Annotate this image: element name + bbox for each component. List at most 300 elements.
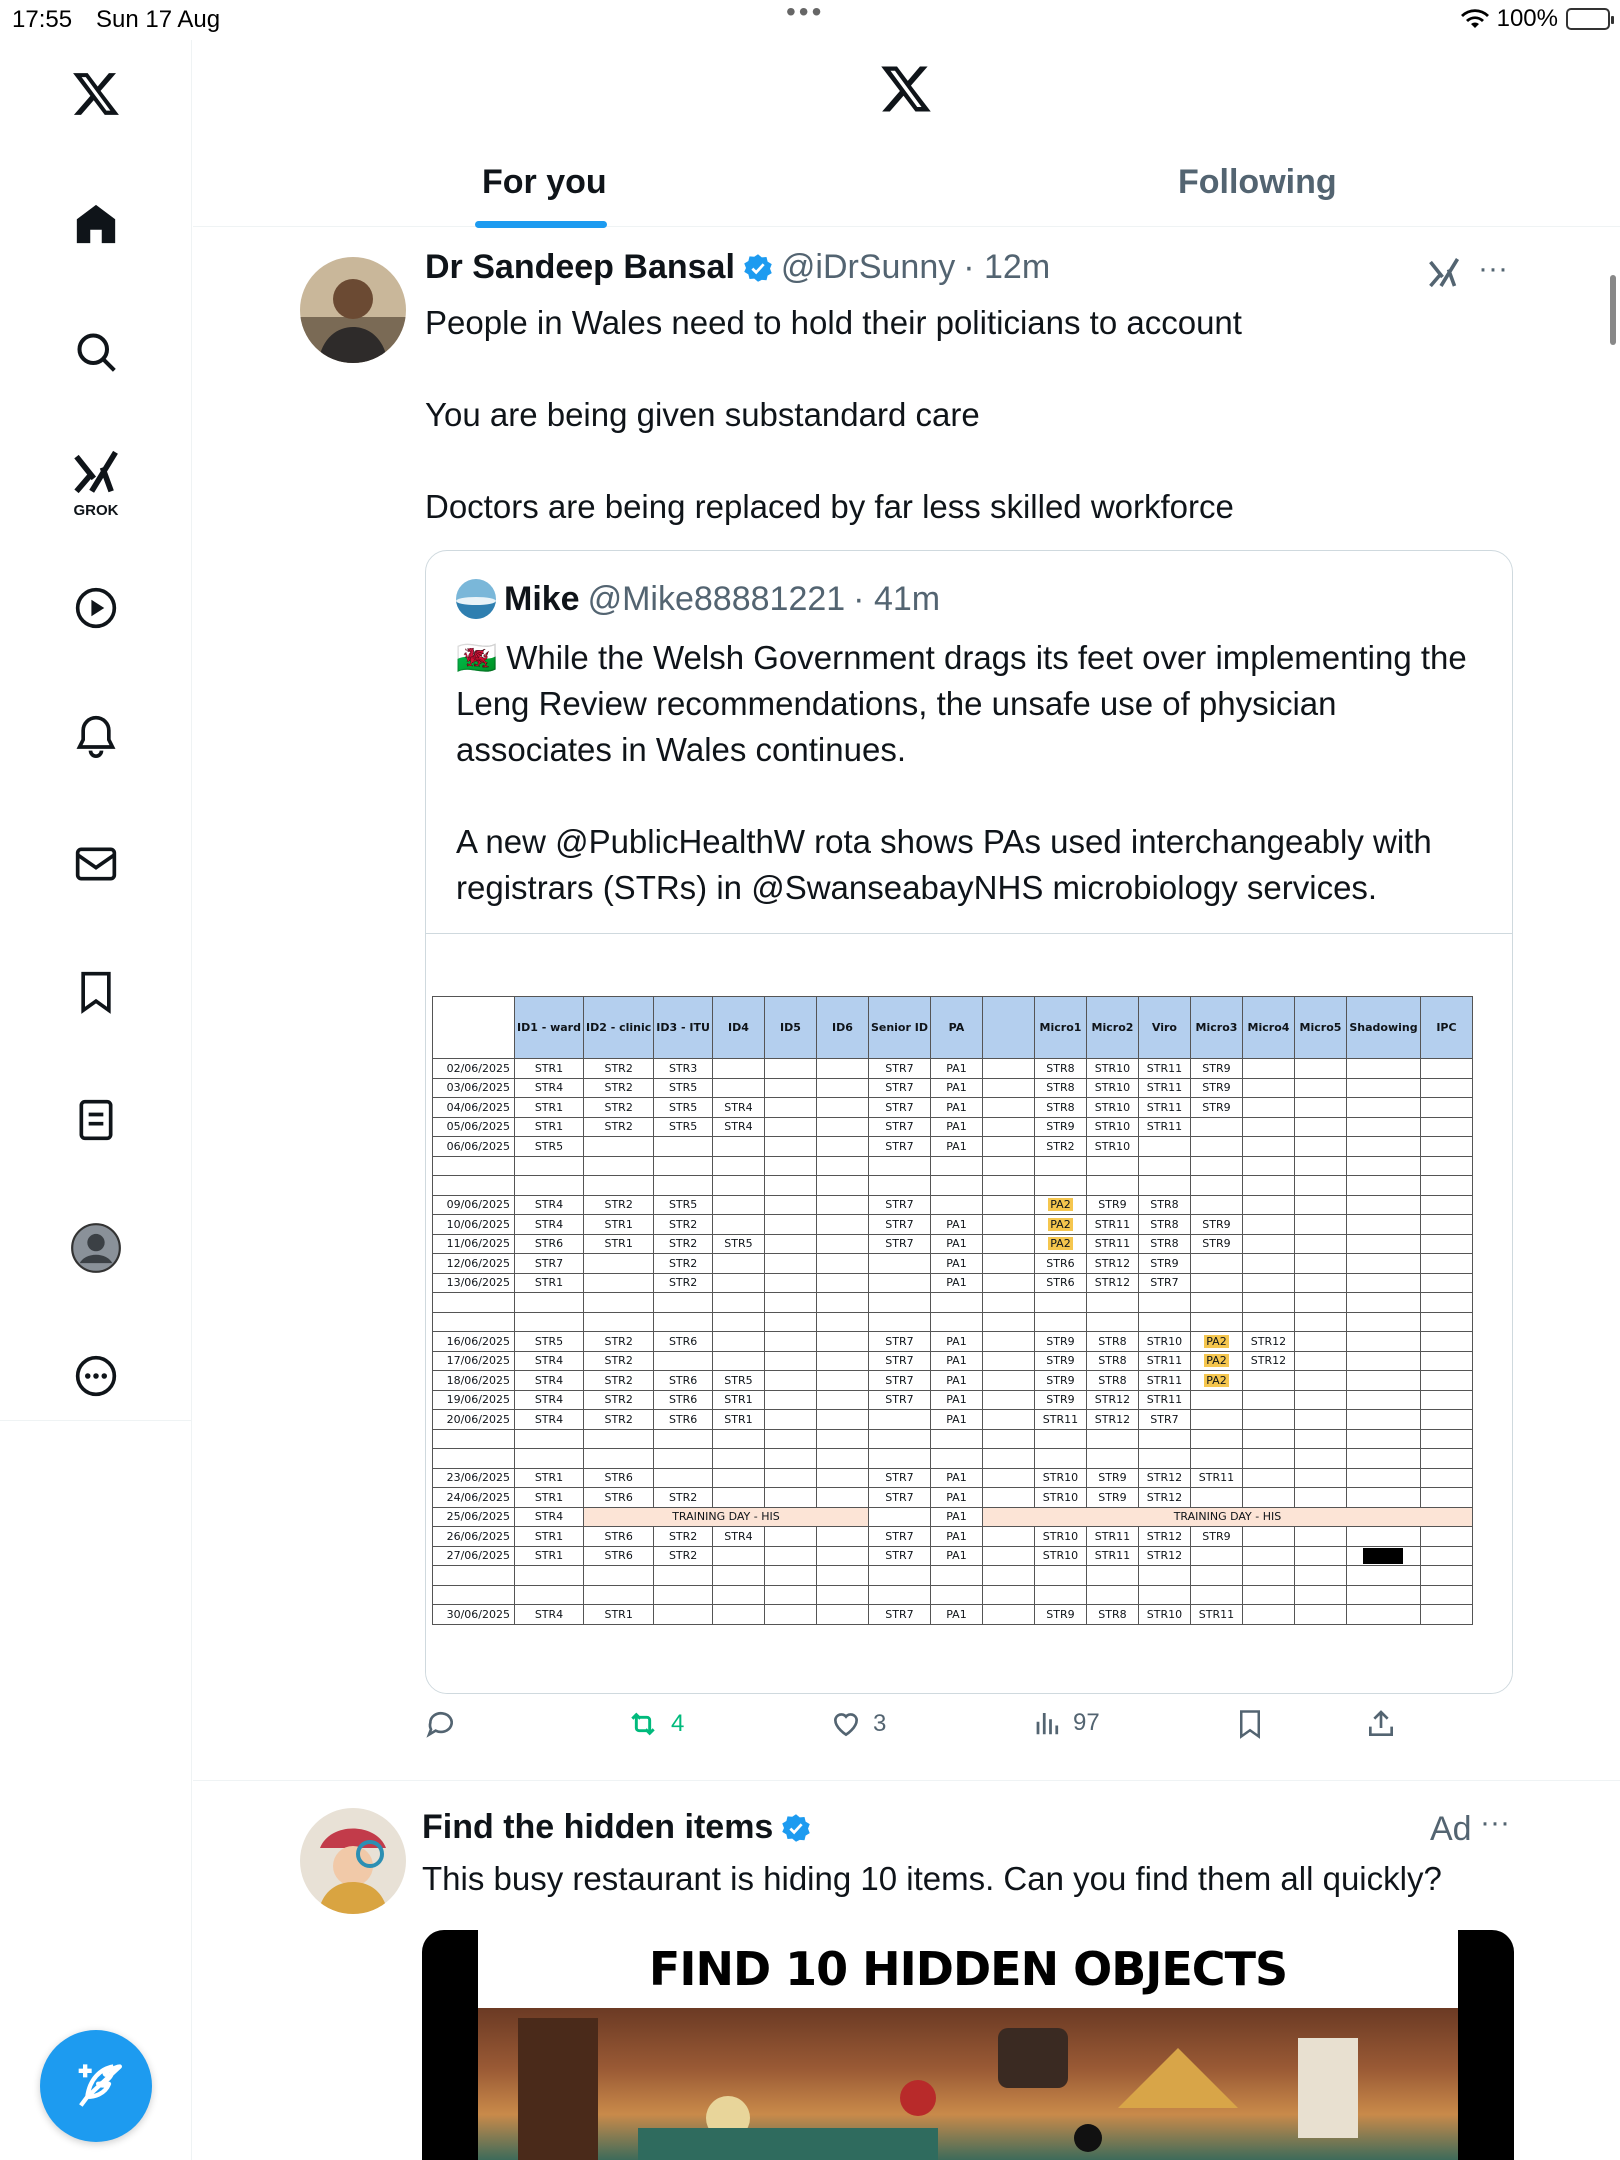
rota-cell <box>1190 1117 1242 1137</box>
rota-cell <box>584 1429 654 1449</box>
home-icon[interactable] <box>62 190 130 258</box>
rota-cell: STR12 <box>1086 1254 1138 1274</box>
rota-cell <box>584 1273 654 1293</box>
rota-cell: STR10 <box>1086 1117 1138 1137</box>
rota-cell: PA1 <box>930 1546 982 1566</box>
multitasking-dots-icon[interactable]: ••• <box>786 0 825 27</box>
rota-cell <box>1294 1585 1346 1605</box>
rota-cell <box>654 1605 713 1625</box>
rota-cell: PA1 <box>930 1332 982 1352</box>
rota-cell: STR11 <box>1034 1410 1086 1430</box>
rota-cell <box>1190 1546 1242 1566</box>
rota-cell <box>654 1156 713 1176</box>
rota-cell: STR6 <box>584 1527 654 1547</box>
rota-cell: STR10 <box>1086 1078 1138 1098</box>
rota-cell: STR8 <box>1086 1351 1138 1371</box>
rota-cell <box>1294 1156 1346 1176</box>
rota-cell <box>1242 1176 1294 1196</box>
rota-cell <box>930 1195 982 1215</box>
rota-cell: STR7 <box>868 1351 930 1371</box>
rota-cell <box>982 1488 1034 1508</box>
rota-cell: STR6 <box>654 1371 713 1391</box>
rota-cell: STR2 <box>584 1195 654 1215</box>
rota-header-cell: IPC <box>1420 997 1472 1059</box>
rota-cell <box>1346 1117 1420 1137</box>
notifications-icon[interactable] <box>62 702 130 770</box>
rota-cell <box>1420 1195 1472 1215</box>
rota-cell: STR4 <box>515 1351 584 1371</box>
rota-row <box>433 1156 1473 1176</box>
rota-header-cell: ID4 <box>712 997 764 1059</box>
post-author-name[interactable]: Dr Sandeep Bansal <box>425 248 735 286</box>
rota-row <box>433 1546 1473 1566</box>
repost-button[interactable] <box>625 1708 684 1740</box>
post-line: You are being given substandard care <box>425 396 980 433</box>
rota-cell <box>654 1585 713 1605</box>
messages-icon[interactable] <box>62 830 130 898</box>
rota-cell: STR2 <box>654 1273 713 1293</box>
rota-cell: STR7 <box>868 1234 930 1254</box>
rota-cell <box>1138 1176 1190 1196</box>
post-more-icon[interactable]: ··· <box>1478 252 1508 285</box>
rota-cell: STR9 <box>1190 1059 1242 1079</box>
rota-cell <box>1086 1429 1138 1449</box>
rota-cell: STR6 <box>515 1234 584 1254</box>
rota-cell: STR6 <box>654 1390 713 1410</box>
rota-cell: STR11 <box>1190 1468 1242 1488</box>
rota-header-cell <box>433 997 515 1059</box>
rota-cell <box>654 1293 713 1313</box>
rota-cell <box>764 1332 816 1352</box>
rota-cell: 05/06/2025 <box>433 1117 515 1137</box>
rota-cell <box>1086 1449 1138 1469</box>
rota-header-cell: Micro5 <box>1294 997 1346 1059</box>
rota-cell <box>584 1254 654 1274</box>
grok-icon[interactable] <box>62 428 130 538</box>
rota-cell <box>1086 1293 1138 1313</box>
rota-cell <box>764 1351 816 1371</box>
rota-cell: STR7 <box>868 1605 930 1625</box>
rota-cell <box>1242 1585 1294 1605</box>
rota-cell: STR7 <box>868 1332 930 1352</box>
rota-cell: 16/06/2025 <box>433 1332 515 1352</box>
rota-cell: STR6 <box>1034 1254 1086 1274</box>
rota-cell <box>982 1254 1034 1274</box>
rota-row <box>433 1449 1473 1469</box>
rota-cell <box>1346 1176 1420 1196</box>
rota-cell: STR7 <box>868 1078 930 1098</box>
quote-author-avatar <box>456 579 496 619</box>
highlighted-pa-label: PA2 <box>1206 1373 1227 1387</box>
rota-cell: STR10 <box>1034 1527 1086 1547</box>
rota-cell <box>1346 1234 1420 1254</box>
rota-cell: STR8 <box>1086 1605 1138 1625</box>
rota-cell <box>764 1117 816 1137</box>
rota-cell: STR8 <box>1034 1078 1086 1098</box>
rota-cell <box>982 1351 1034 1371</box>
rota-cell <box>868 1176 930 1196</box>
rota-cell <box>1294 1332 1346 1352</box>
ad-avatar[interactable] <box>300 1808 406 1914</box>
rota-cell <box>764 1078 816 1098</box>
rota-cell <box>1138 1566 1190 1586</box>
rota-header-cell <box>982 997 1034 1059</box>
rota-cell <box>515 1449 584 1469</box>
repost-icon <box>625 1708 661 1740</box>
rota-cell <box>982 1117 1034 1137</box>
share-button[interactable] <box>1365 1708 1397 1740</box>
rota-cell <box>982 1156 1034 1176</box>
rota-cell: STR10 <box>1086 1098 1138 1118</box>
rota-cell <box>1138 1429 1190 1449</box>
rota-cell <box>1346 1312 1420 1332</box>
rota-cell: PA1 <box>930 1371 982 1391</box>
rota-cell: STR11 <box>1138 1117 1190 1137</box>
rota-cell: STR5 <box>515 1332 584 1352</box>
rota-cell: 10/06/2025 <box>433 1215 515 1235</box>
rota-cell <box>982 1546 1034 1566</box>
rota-cell <box>982 1195 1034 1215</box>
rota-cell <box>1242 1293 1294 1313</box>
rota-cell: PA1 <box>930 1234 982 1254</box>
rota-cell: STR4 <box>712 1098 764 1118</box>
rota-cell <box>1294 1566 1346 1586</box>
rota-cell: STR12 <box>1086 1410 1138 1430</box>
rota-cell <box>1086 1176 1138 1196</box>
rota-cell: STR2 <box>654 1488 713 1508</box>
rota-row <box>433 1234 1473 1254</box>
rota-cell <box>1346 1449 1420 1469</box>
video-icon[interactable] <box>62 574 130 642</box>
rota-cell: STR6 <box>1034 1273 1086 1293</box>
rota-cell <box>712 1488 764 1508</box>
rota-cell: STR2 <box>584 1117 654 1137</box>
rota-cell: STR9 <box>1138 1254 1190 1274</box>
rota-cell <box>1420 1078 1472 1098</box>
rota-cell <box>584 1585 654 1605</box>
rota-row <box>433 1098 1473 1118</box>
rota-cell: STR8 <box>1138 1195 1190 1215</box>
rota-cell: STR11 <box>1190 1605 1242 1625</box>
rota-cell: STR9 <box>1086 1468 1138 1488</box>
rota-cell: STR10 <box>1034 1488 1086 1508</box>
tab-following[interactable]: Following <box>1178 163 1337 201</box>
rota-header-row <box>433 997 1473 1059</box>
tab-for-you[interactable]: For you <box>482 163 607 201</box>
rota-cell <box>1346 1410 1420 1430</box>
rota-cell: 12/06/2025 <box>433 1254 515 1274</box>
rota-cell: STR10 <box>1034 1546 1086 1566</box>
rota-cell: STR1 <box>712 1390 764 1410</box>
quote-author-name: Mike <box>504 579 580 618</box>
rota-cell: STR9 <box>1034 1371 1086 1391</box>
reply-button[interactable] <box>425 1708 457 1740</box>
rota-cell: STR2 <box>584 1410 654 1430</box>
rota-cell <box>982 1605 1034 1625</box>
rota-header-cell: Micro1 <box>1034 997 1086 1059</box>
rota-cell: PA1 <box>930 1605 982 1625</box>
compose-post-button[interactable] <box>40 2030 152 2142</box>
rota-header-cell: ID1 - ward <box>515 997 584 1059</box>
rota-row <box>433 1332 1473 1352</box>
rota-cell: STR7 <box>868 1390 930 1410</box>
rota-cell <box>1346 1585 1420 1605</box>
rota-cell <box>982 1410 1034 1430</box>
rota-cell <box>1346 1527 1420 1547</box>
rota-cell <box>584 1312 654 1332</box>
rota-cell <box>764 1527 816 1547</box>
rota-cell: STR11 <box>1138 1078 1190 1098</box>
bookmarks-icon[interactable] <box>62 958 130 1026</box>
rota-cell: STR10 <box>1034 1468 1086 1488</box>
rota-header-cell: ID5 <box>764 997 816 1059</box>
rota-row <box>433 1351 1473 1371</box>
rota-cell <box>930 1312 982 1332</box>
rota-cell: 18/06/2025 <box>433 1371 515 1391</box>
rota-cell: STR11 <box>1138 1371 1190 1391</box>
quote-body <box>456 635 1486 911</box>
post-line <box>425 346 1385 392</box>
rota-cell <box>712 1293 764 1313</box>
rota-cell <box>816 1312 868 1332</box>
post-body <box>425 300 1385 530</box>
rota-cell <box>1242 1312 1294 1332</box>
rota-cell: STR7 <box>868 1546 930 1566</box>
post-divider <box>193 1780 1620 1781</box>
rota-cell <box>584 1566 654 1586</box>
rota-cell <box>1242 1566 1294 1586</box>
rota-cell <box>1346 1429 1420 1449</box>
rota-cell <box>712 1429 764 1449</box>
rota-cell <box>764 1546 816 1566</box>
rota-cell <box>764 1566 816 1586</box>
like-button[interactable] <box>829 1708 886 1740</box>
rota-cell <box>930 1293 982 1313</box>
rota-cell <box>584 1449 654 1469</box>
x-logo-icon[interactable] <box>62 60 130 128</box>
rota-row <box>433 1059 1473 1079</box>
rota-cell <box>1034 1429 1086 1449</box>
rota-cell <box>982 1098 1034 1118</box>
rota-cell <box>764 1585 816 1605</box>
rota-cell <box>1190 1312 1242 1332</box>
rota-cell <box>1346 1566 1420 1586</box>
rota-cell <box>816 1293 868 1313</box>
status-date: Sun 17 Aug <box>96 6 221 33</box>
like-count: 3 <box>873 1710 887 1737</box>
rota-header-cell: ID2 - clinic <box>584 997 654 1059</box>
profile-icon[interactable] <box>62 1214 130 1282</box>
rota-cell <box>764 1468 816 1488</box>
rota-cell <box>764 1098 816 1118</box>
rota-cell <box>712 1176 764 1196</box>
post-line: Doctors are being replaced by far less skilled workforce <box>425 488 1234 525</box>
rota-cell: STR7 <box>868 1117 930 1137</box>
rota-cell <box>712 1468 764 1488</box>
rota-cell: 23/06/2025 <box>433 1468 515 1488</box>
rota-image[interactable] <box>426 933 1513 1694</box>
rota-cell <box>930 1156 982 1176</box>
rota-cell <box>868 1312 930 1332</box>
search-icon[interactable] <box>62 318 130 386</box>
rota-cell <box>1242 1371 1294 1391</box>
ad-author-name[interactable]: Find the hidden items <box>422 1808 774 1846</box>
rota-cell <box>1346 1293 1420 1313</box>
rota-cell: STR6 <box>584 1488 654 1508</box>
rota-cell <box>764 1234 816 1254</box>
rota-cell <box>1346 1215 1420 1235</box>
rota-cell <box>1190 1488 1242 1508</box>
rota-cell: 13/06/2025 <box>433 1273 515 1293</box>
rota-cell <box>1190 1351 1242 1371</box>
rota-cell <box>1190 1293 1242 1313</box>
scrollbar[interactable] <box>1610 275 1616 345</box>
rota-cell: STR11 <box>1138 1059 1190 1079</box>
rota-cell: 27/06/2025 <box>433 1546 515 1566</box>
rota-cell: STR4 <box>515 1507 584 1527</box>
rota-cell <box>1138 1585 1190 1605</box>
author-avatar[interactable] <box>300 257 406 363</box>
rota-cell <box>816 1605 868 1625</box>
rota-cell: STR2 <box>584 1059 654 1079</box>
post-time[interactable]: · 12m <box>963 248 1051 286</box>
ad-more-icon[interactable]: ··· <box>1480 1806 1510 1839</box>
rota-cell: STR8 <box>1034 1098 1086 1118</box>
status-bar <box>0 0 1620 40</box>
status-time: 17:55 <box>12 6 73 33</box>
rota-cell <box>816 1078 868 1098</box>
rota-cell: STR5 <box>712 1371 764 1391</box>
rota-cell <box>1294 1312 1346 1332</box>
rota-cell <box>1138 1156 1190 1176</box>
rota-cell <box>712 1195 764 1215</box>
battery-icon <box>1566 8 1610 30</box>
rota-cell: STR12 <box>1138 1527 1190 1547</box>
rota-cell: STR1 <box>515 1546 584 1566</box>
quote-line <box>456 773 1486 819</box>
rota-cell <box>1138 1449 1190 1469</box>
rota-cell: STR4 <box>515 1410 584 1430</box>
rota-cell <box>764 1429 816 1449</box>
rota-cell <box>584 1293 654 1313</box>
rota-cell: STR2 <box>584 1390 654 1410</box>
bookmark-button[interactable] <box>1235 1708 1265 1740</box>
rota-cell: STR7 <box>868 1137 930 1157</box>
post-handle[interactable]: @iDrSunny <box>780 248 956 286</box>
rota-cell <box>868 1410 930 1430</box>
highlighted-pa-label: PA2 <box>1206 1334 1227 1348</box>
rota-header-cell: Senior ID <box>868 997 930 1059</box>
rota-cell: STR4 <box>515 1078 584 1098</box>
rota-cell: STR11 <box>1086 1546 1138 1566</box>
rota-row <box>433 1312 1473 1332</box>
rota-cell: 19/06/2025 <box>433 1390 515 1410</box>
rota-cell: STR9 <box>1086 1195 1138 1215</box>
rota-cell <box>1420 1234 1472 1254</box>
rota-cell <box>982 1429 1034 1449</box>
rota-cell <box>1294 1371 1346 1391</box>
quoted-post[interactable] <box>425 550 1513 1694</box>
rota-cell <box>1346 1332 1420 1352</box>
ad-media[interactable] <box>422 1930 1514 2160</box>
rota-cell <box>1190 1410 1242 1430</box>
rota-cell <box>982 1273 1034 1293</box>
rota-cell <box>1242 1605 1294 1625</box>
rota-cell <box>816 1390 868 1410</box>
rota-cell <box>1294 1176 1346 1196</box>
rota-cell: STR12 <box>1242 1332 1294 1352</box>
rota-cell: PA1 <box>930 1117 982 1137</box>
rota-cell <box>1294 1488 1346 1508</box>
rota-cell <box>868 1507 930 1527</box>
rota-cell: PA1 <box>930 1254 982 1274</box>
rota-cell: STR4 <box>712 1527 764 1547</box>
more-icon[interactable] <box>62 1342 130 1410</box>
rota-row <box>433 1215 1473 1235</box>
rota-cell: STR5 <box>654 1098 713 1118</box>
rota-cell <box>868 1293 930 1313</box>
rota-cell <box>1190 1156 1242 1176</box>
rota-cell <box>764 1449 816 1469</box>
rota-cell: STR2 <box>1034 1137 1086 1157</box>
rota-cell <box>816 1585 868 1605</box>
quote-handle: @Mike88881221 <box>587 579 846 618</box>
rota-cell <box>764 1215 816 1235</box>
post-header <box>425 248 1050 287</box>
rota-cell <box>1086 1566 1138 1586</box>
rota-cell <box>1294 1117 1346 1137</box>
reply-icon <box>425 1708 457 1740</box>
rota-cell <box>433 1566 515 1586</box>
rota-cell: STR9 <box>1190 1234 1242 1254</box>
rota-cell <box>1190 1254 1242 1274</box>
highlighted-pa-label: PA2 <box>1050 1198 1071 1212</box>
rota-cell: PA1 <box>930 1488 982 1508</box>
rota-cell <box>1086 1156 1138 1176</box>
rota-cell <box>433 1585 515 1605</box>
rota-cell <box>816 1195 868 1215</box>
rota-cell <box>584 1176 654 1196</box>
highlighted-pa-label: PA2 <box>1206 1354 1227 1368</box>
rota-cell <box>982 1390 1034 1410</box>
rota-cell <box>1294 1234 1346 1254</box>
rota-cell: STR7 <box>868 1371 930 1391</box>
rota-cell <box>982 1078 1034 1098</box>
rota-cell <box>1420 1605 1472 1625</box>
quote-line: A new @PublicHealthW rota shows PAs used interchangeably with registrars (STRs) in @SwanseabayNHS microbiology services. <box>456 823 1432 906</box>
rota-cell <box>816 1371 868 1391</box>
rota-cell <box>1138 1293 1190 1313</box>
rota-cell: STR3 <box>654 1059 713 1079</box>
rota-cell: STR11 <box>1138 1098 1190 1118</box>
grok-explain-icon[interactable] <box>1426 254 1462 299</box>
rota-cell <box>1242 1449 1294 1469</box>
rota-cell <box>1346 1078 1420 1098</box>
ad-scene-image <box>478 2008 1458 2160</box>
rota-cell <box>816 1566 868 1586</box>
rota-cell <box>1420 1449 1472 1469</box>
views-button[interactable] <box>1033 1708 1100 1738</box>
ad-banner-text: FIND 10 HIDDEN OBJECTS <box>478 1930 1458 2008</box>
lists-icon[interactable] <box>62 1086 130 1154</box>
rota-cell: STR6 <box>584 1546 654 1566</box>
rota-cell <box>868 1273 930 1293</box>
rota-cell <box>1294 1410 1346 1430</box>
rota-cell <box>1190 1390 1242 1410</box>
rota-cell <box>1420 1546 1472 1566</box>
rota-cell <box>764 1488 816 1508</box>
rota-cell: STR6 <box>584 1468 654 1488</box>
